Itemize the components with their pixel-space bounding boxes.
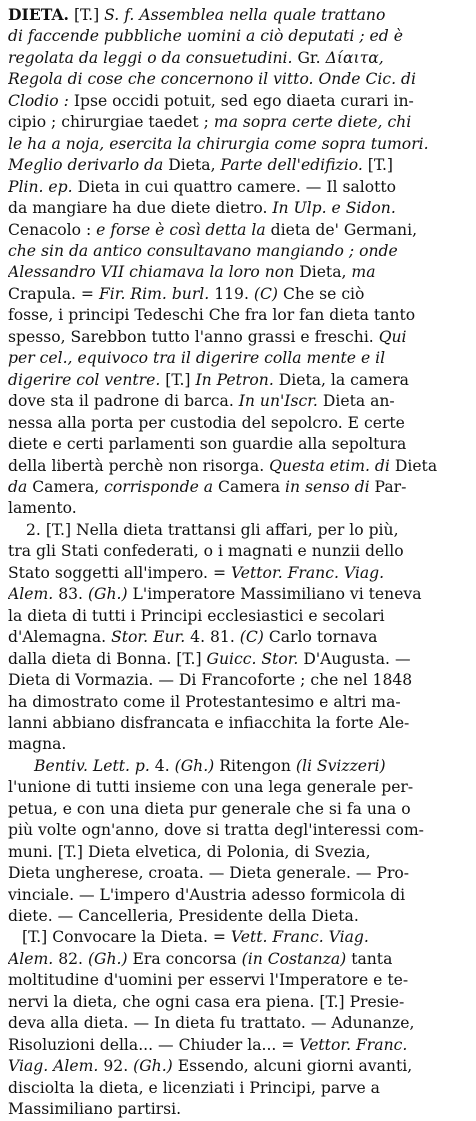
text-line bbox=[8, 348, 466, 369]
text-line bbox=[8, 112, 466, 133]
text-line bbox=[8, 927, 466, 948]
italic-text: (Gh.) bbox=[87, 585, 133, 604]
text-line bbox=[8, 305, 466, 326]
italic-text: Alessandro VII chiamava la loro non bbox=[8, 263, 300, 282]
roman-text: 4. bbox=[154, 756, 175, 775]
roman-text: Risoluzioni della... — Chiuder la... = bbox=[8, 1035, 300, 1054]
text-line bbox=[8, 1078, 466, 1099]
italic-text: (C) bbox=[253, 284, 283, 303]
roman-text: [T.] Convocare la Dieta. = bbox=[22, 928, 231, 947]
roman-text: diete. — Cancelleria, Presidente della Dieta. bbox=[8, 907, 359, 926]
italic-text: S. f. Assemblea nella quale trattano bbox=[104, 6, 386, 24]
italic-text: Vett. Franc. Viag. bbox=[230, 928, 369, 947]
roman-text: d'Alemagna. bbox=[8, 628, 112, 647]
roman-text: 92. bbox=[103, 1057, 134, 1076]
text-line bbox=[8, 69, 466, 90]
italic-text: ma sopra certe diete, chi bbox=[213, 113, 412, 132]
italic-text: regolata da leggi o da consuetudini. bbox=[8, 48, 298, 67]
text-line bbox=[8, 649, 466, 670]
italic-text: Δίαιτα, bbox=[325, 48, 384, 67]
text-line bbox=[8, 584, 466, 605]
italic-text: per cel., equivoco tra il digerire colla mente e il bbox=[8, 349, 386, 368]
roman-text: 119. bbox=[214, 284, 254, 303]
entry-text bbox=[8, 4, 466, 1121]
italic-text: Stor. Eur. bbox=[111, 628, 191, 647]
text-line bbox=[8, 198, 466, 219]
italic-text: di faccende pubbliche uomini a ciò deputati ; ed è bbox=[8, 27, 403, 46]
roman-text: 4. 81. bbox=[190, 628, 240, 647]
italic-text: Vettor. Franc. Viag. bbox=[230, 563, 385, 582]
roman-text: dieta de' Germani, bbox=[270, 220, 418, 239]
roman-text: Dieta an- bbox=[322, 392, 395, 411]
italic-text: (in Costanza) bbox=[241, 949, 352, 968]
text-line bbox=[8, 413, 466, 434]
italic-text: Meglio derivarlo da bbox=[8, 156, 169, 175]
text-line bbox=[8, 241, 466, 262]
roman-text: dove sta il padrone di barca. bbox=[8, 392, 239, 411]
roman-text: magna. bbox=[8, 735, 67, 754]
italic-text: Questa etim. di bbox=[269, 456, 395, 475]
roman-text: Crapula. = bbox=[8, 284, 99, 303]
italic-text: (Gh.) bbox=[87, 949, 133, 968]
italic-text: In Petron. bbox=[195, 370, 279, 389]
text-line bbox=[8, 220, 466, 241]
roman-text: la dieta di tutti i Principi ecclesiastici e secolari bbox=[8, 606, 385, 625]
text-line bbox=[8, 799, 466, 820]
roman-text: [T.] bbox=[73, 6, 105, 24]
text-line bbox=[8, 563, 466, 584]
roman-text: D'Augusta. — bbox=[303, 649, 411, 668]
roman-text: Dieta, la camera bbox=[278, 370, 409, 389]
roman-text: fosse, i principi Tedeschi Che fra lor fan dieta tanto bbox=[8, 306, 416, 325]
text-line bbox=[8, 756, 466, 777]
roman-text: Carlo tornava bbox=[268, 628, 378, 647]
roman-text: Ipse occidi potuit, sed ego diaeta curari in- bbox=[73, 91, 414, 110]
italic-text: e forse è così detta la bbox=[96, 220, 271, 239]
text-line bbox=[8, 155, 466, 176]
text-line bbox=[8, 970, 466, 991]
roman-text: Ritengon bbox=[219, 756, 296, 775]
roman-text: 82. bbox=[58, 949, 88, 968]
text-line bbox=[8, 177, 466, 198]
roman-text: Stato soggetti all'impero. = bbox=[8, 563, 231, 582]
roman-text: nervi la dieta, che ogni casa era piena. [T.] Presie- bbox=[8, 992, 405, 1011]
roman-text: disciolta la dieta, e licenziati i Principi, parve a bbox=[8, 1078, 380, 1097]
roman-text: più volte ogn'anno, dove si tratta degl'interessi com- bbox=[8, 821, 424, 840]
text-line bbox=[8, 777, 466, 798]
italic-text: Guicc. Stor. bbox=[206, 649, 304, 668]
roman-text: 83. bbox=[58, 585, 88, 604]
roman-text: lanni abbiano disfrancata e infiacchita la forte Ale- bbox=[8, 713, 410, 732]
text-line bbox=[8, 391, 466, 412]
headword: DIETA. bbox=[8, 5, 69, 24]
roman-text: 2. [T.] Nella dieta trattansi gli affari, per lo più, bbox=[26, 520, 399, 539]
roman-text: spesso, Sarebbon tutto l'anno grassi e freschi. bbox=[8, 327, 379, 346]
roman-text: dalla dieta di Bonna. [T.] bbox=[8, 649, 207, 668]
italic-text: Fir. Rim. burl. bbox=[98, 284, 215, 303]
text-line bbox=[8, 627, 466, 648]
italic-text: Viag. Alem. bbox=[8, 1057, 104, 1076]
roman-text: Cenacolo : bbox=[8, 220, 97, 239]
italic-text: Regola di cose che concernono il vitto. Onde Cic. di bbox=[8, 70, 416, 89]
roman-text: da mangiare ha due diete dietro. bbox=[8, 199, 273, 218]
text-line bbox=[8, 434, 466, 455]
text-line bbox=[8, 842, 466, 863]
italic-text: Alem. bbox=[8, 585, 59, 604]
italic-text: da bbox=[8, 477, 33, 496]
italic-text: le ha a noja, esercita la chirurgia come sopra tumori. bbox=[8, 134, 429, 153]
roman-text: tra gli Stati confederati, o i magnati e nunzii dello bbox=[8, 542, 404, 561]
roman-text: Dieta ungherese, croata. — Dieta generale. — Pro- bbox=[8, 864, 410, 883]
text-line bbox=[8, 477, 466, 498]
text-line bbox=[8, 906, 466, 927]
roman-text: ha dimostrato come il Protestantesimo e altri ma- bbox=[8, 692, 401, 711]
roman-text: Dieta, bbox=[168, 156, 221, 175]
roman-text: petua, e con una dieta pur generale che si fa una o bbox=[8, 799, 411, 818]
roman-text: diete e certi parlamenti son guardie alla sepoltura bbox=[8, 435, 407, 454]
roman-text: l'unione di tutti insieme con una lega generale per- bbox=[8, 778, 414, 797]
text-line bbox=[8, 498, 466, 519]
text-line bbox=[8, 91, 466, 112]
text-line bbox=[8, 1099, 466, 1120]
roman-text: della libertà perchè non risorga. bbox=[8, 456, 270, 475]
text-line bbox=[8, 327, 466, 348]
roman-text: Dieta, bbox=[299, 263, 352, 282]
italic-text: (Gh.) bbox=[133, 1057, 178, 1076]
italic-text: Qui bbox=[378, 327, 407, 346]
italic-text: Bentiv. Lett. p. bbox=[34, 756, 155, 775]
text-line bbox=[8, 885, 466, 906]
roman-text: Camera, bbox=[32, 477, 105, 496]
roman-text: Era concorsa bbox=[132, 949, 242, 968]
text-line bbox=[8, 606, 466, 627]
text-line bbox=[8, 262, 466, 283]
italic-text: (C) bbox=[239, 628, 269, 647]
text-line bbox=[8, 520, 466, 541]
text-line bbox=[8, 692, 466, 713]
italic-text: Clodio : bbox=[8, 91, 74, 110]
roman-text: lamento. bbox=[8, 499, 77, 518]
text-line bbox=[8, 670, 466, 691]
italic-text: In Ulp. e Sidon. bbox=[272, 199, 396, 218]
roman-text: [T.] bbox=[165, 370, 196, 389]
italic-text: Parte dell'edifizio. bbox=[220, 156, 368, 175]
roman-text: nessa alla porta per custodia del sepolcro. E certe bbox=[8, 413, 405, 432]
text-line bbox=[8, 456, 466, 477]
roman-text: moltitudine d'uomini per esservi l'Imperatore e te- bbox=[8, 971, 409, 990]
roman-text: Dieta bbox=[394, 456, 438, 475]
roman-text: [T.] bbox=[367, 156, 394, 175]
italic-text: che sin da antico consultavano mangiando ; onde bbox=[8, 241, 398, 260]
text-line bbox=[8, 949, 466, 970]
roman-text: cipio ; chirurgiae taedet ; bbox=[8, 113, 214, 132]
roman-text: deva alla dieta. — In dieta fu trattato. — Adunanze, bbox=[8, 1014, 415, 1033]
italic-text: Alem. bbox=[8, 949, 59, 968]
text-line bbox=[8, 134, 466, 155]
text-line bbox=[8, 992, 466, 1013]
text-line bbox=[8, 26, 466, 47]
roman-text: L'imperatore Massimiliano vi teneva bbox=[132, 585, 422, 604]
roman-text: muni. [T.] Dieta elvetica, di Polonia, di Svezia, bbox=[8, 842, 371, 861]
italic-text: Vettor. Franc. bbox=[299, 1035, 408, 1054]
italic-text: corrisponde a bbox=[104, 477, 219, 496]
italic-text: digerire col ventre. bbox=[8, 370, 166, 389]
roman-text: tanta bbox=[351, 949, 393, 968]
text-line bbox=[8, 541, 466, 562]
roman-text: Essendo, alcuni giorni avanti, bbox=[177, 1057, 413, 1076]
roman-text: Gr. bbox=[297, 48, 326, 67]
italic-text: (li Svizzeri) bbox=[295, 756, 386, 775]
text-line bbox=[8, 284, 466, 305]
italic-text: Plin. ep. bbox=[8, 177, 78, 196]
text-line bbox=[8, 1035, 466, 1056]
roman-text: Che se ciò bbox=[282, 284, 365, 303]
italic-text: In un'Iscr. bbox=[238, 392, 323, 411]
roman-text: Par- bbox=[374, 477, 407, 496]
roman-text: vinciale. — L'impero d'Austria adesso formicola di bbox=[8, 885, 406, 904]
text-line bbox=[8, 370, 466, 391]
text-line bbox=[8, 1013, 466, 1034]
text-line bbox=[8, 48, 466, 69]
roman-text: Camera bbox=[218, 477, 285, 496]
text-line bbox=[8, 1056, 466, 1077]
text-line bbox=[8, 713, 466, 734]
roman-text: Massimiliano partirsi. bbox=[8, 1100, 182, 1119]
text-line bbox=[8, 820, 466, 841]
text-line bbox=[8, 863, 466, 884]
text-line bbox=[8, 4, 466, 26]
italic-text: in senso di bbox=[284, 477, 375, 496]
text-line bbox=[8, 734, 466, 755]
italic-text: (Gh.) bbox=[174, 756, 220, 775]
italic-text: ma bbox=[351, 263, 376, 282]
roman-text: Dieta di Vormazia. — Di Francoforte ; che nel 1848 bbox=[8, 671, 413, 690]
roman-text: Dieta in cui quattro camere. — Il salotto bbox=[77, 177, 397, 196]
